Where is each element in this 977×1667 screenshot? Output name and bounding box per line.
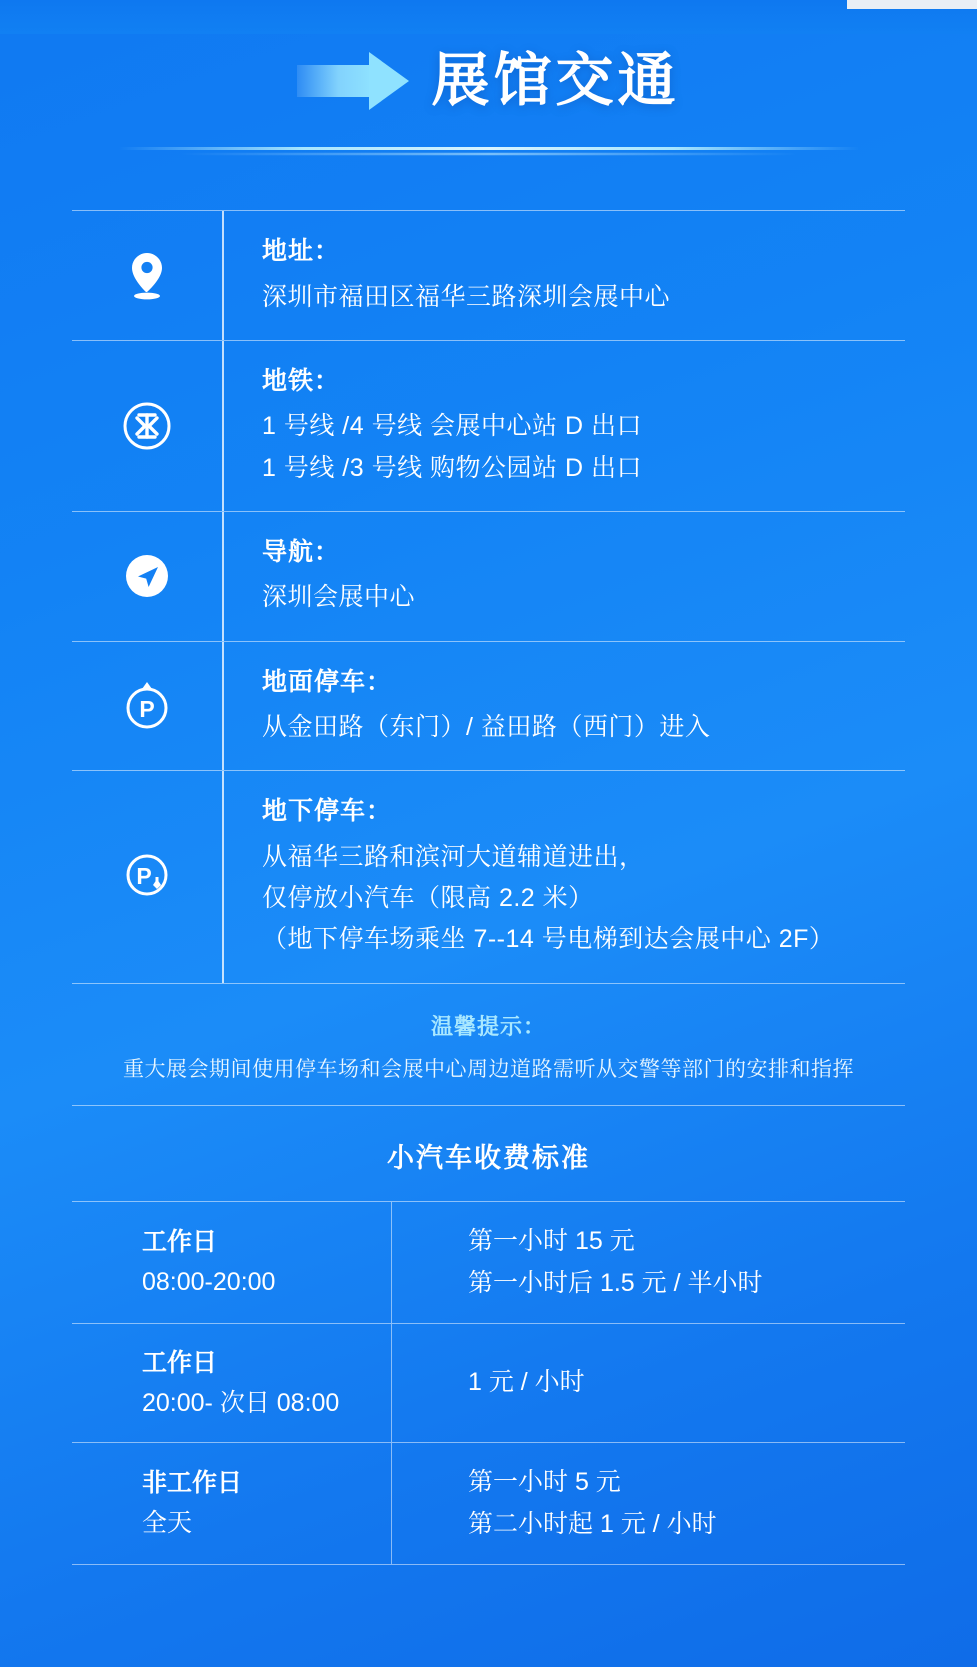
svg-text:P: P [136,862,152,889]
page-header [0,0,977,158]
fee-rate-line: 第一小时 5 元 [468,1467,621,1496]
fee-rate-line: 第一小时后 1.5 元 / 半小时 [468,1269,763,1297]
notice-text: 重大展会期间使用停车场和会展中心周边道路需听从交警等部门的安排和指挥 [123,1057,854,1081]
fee-rate-cell [392,1324,585,1442]
fee-row [72,1443,905,1565]
bottom-spacer [0,1565,977,1635]
fee-row [72,1324,905,1443]
info-value: 仅停放小汽车（限高 2.2 米） [262,884,594,912]
icon-cell [72,512,224,641]
info-row-navigation [72,512,905,642]
info-row-metro [72,341,905,512]
title-row [0,48,977,113]
info-label: 导航： [262,537,341,566]
fee-day-type: 工作日 [142,1228,218,1256]
info-label: 地面停车： [262,667,393,696]
fee-rate-cell [392,1443,717,1564]
info-text-cell [224,341,642,511]
notice-title: 温馨提示： [430,1013,546,1039]
info-value: 1 号线 /4 号线 会展中心站 D 出口 [262,412,642,441]
fee-rate-line: 第二小时起 1 元 / 小时 [468,1510,717,1538]
info-row-address [72,211,905,341]
notice-block [72,1010,905,1106]
navigation-arrow-icon [119,548,175,604]
fee-rate-line: 1 元 / 小时 [468,1368,585,1397]
fee-period-cell [72,1202,392,1323]
info-row-underground-parking [72,771,905,983]
info-value: 深圳市福田区福华三路深圳会展中心 [262,282,671,311]
fee-period-cell [72,1443,392,1564]
info-label: 地铁： [262,366,341,395]
info-value: （地下停车场乘坐 7--14 号电梯到达会展中心 2F） [262,925,835,954]
fee-table [72,1201,905,1565]
icon-cell [72,771,224,982]
page-title: 展馆交通 [431,48,680,113]
fee-rate-cell [392,1202,762,1323]
icon-cell [72,341,224,511]
info-value: 1 号线 /3 号线 购物公园站 D 出口 [262,453,642,482]
transport-info-table [72,210,905,984]
fee-time-range: 全天 [142,1509,193,1537]
info-text-cell [224,512,415,641]
info-row-surface-parking [72,642,905,772]
location-pin-icon [119,247,175,303]
fee-table-title: 小汽车收费标准 [387,1142,590,1173]
info-label: 地下停车： [262,797,393,826]
icon-cell [72,642,224,771]
arrow-right-icon [297,52,409,110]
info-label: 地址： [262,237,341,265]
info-value: 从金田路（东门）/ 益田路（西门）进入 [262,713,711,741]
svg-text:P: P [139,695,155,722]
fee-rate-line: 第一小时 15 元 [468,1226,635,1255]
info-value: 从福华三路和滨河大道辅道进出， [262,842,645,871]
info-text-cell [224,642,710,771]
info-text-cell [224,211,670,340]
fee-row [72,1202,905,1324]
parking-underground-icon [119,849,175,905]
info-value: 深圳会展中心 [262,583,416,612]
info-text-cell [224,771,834,982]
icon-cell [72,211,224,340]
fee-period-cell [72,1324,392,1442]
fee-day-type: 工作日 [142,1348,218,1377]
parking-surface-icon [119,678,175,734]
fee-day-type: 非工作日 [142,1469,243,1497]
fee-time-range: 20:00- 次日 08:00 [142,1388,340,1417]
header-divider-glow [119,144,859,158]
fee-time-range: 08:00-20:00 [142,1268,276,1296]
shenzhen-metro-icon [119,398,175,454]
